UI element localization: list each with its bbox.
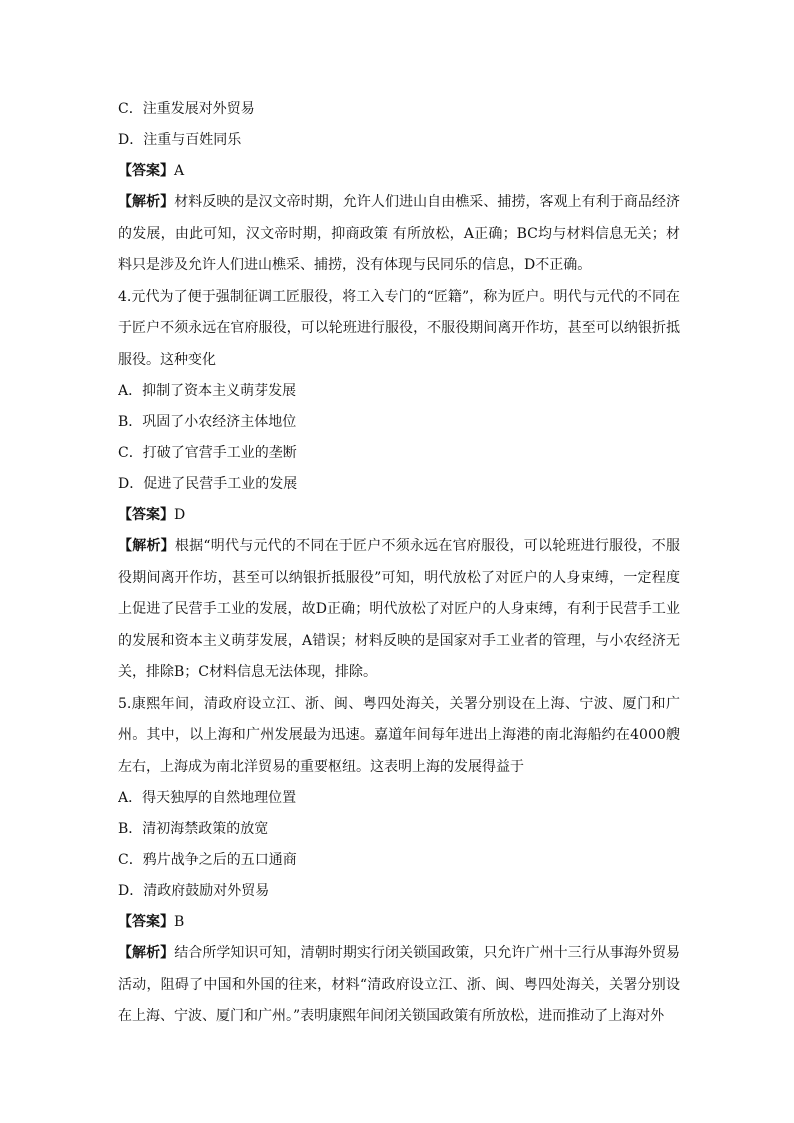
q3-analysis xyxy=(118,187,680,282)
analysis-tag: 【解析】 xyxy=(118,538,175,554)
q4-option-a: A．抑制了资本主义萌芽发展 xyxy=(118,383,297,399)
answer-tag: 【答案】 xyxy=(118,507,174,523)
answer-tag: 【答案】 xyxy=(118,163,174,179)
answer-value: D xyxy=(174,507,186,523)
analysis-text: 材料反映的是汉文帝时期，允许人们进山自由樵采、捕捞，客观上有利于商品经济的发展，由此可知，汉文帝时期，抑商政策 有所放松，A正确；BC均与材料信息无关；材料只是涉及允许人们进山樵采、捕捞，没有体现与民同乐的信息，D不正确。 xyxy=(118,194,681,273)
analysis-text: 结合所学知识可知，清朝时期实行闭关锁国政策，只允许广州十三行从事海外贸易活动，阻碍了中国和外国的往来，材料“清政府设立江、浙、闽、粤四处海关，关署分别设在上海、宁波、厦门和广州。”表明康熙年间闭关锁国政策有所放松，进而推动了上海对外 xyxy=(118,945,681,1024)
q5-option-d: D．清政府鼓励对外贸易 xyxy=(118,883,270,899)
q5-option-b: B．清初海禁政策的放宽 xyxy=(118,821,269,837)
q4-option-c: C．打破了官营手工业的垄断 xyxy=(118,445,297,461)
q4-option-d: D．促进了民营手工业的发展 xyxy=(118,476,298,492)
answer-tag: 【答案】 xyxy=(118,914,174,930)
answer-value: B xyxy=(174,914,185,930)
q3-option-d: D．注重与百姓同乐 xyxy=(118,132,242,148)
q3-option-c: C．注重发展对外贸易 xyxy=(118,101,255,117)
analysis-text: 根据“明代与元代的不同在于匠户不须永远在官府服役，可以轮班进行服役，不服役期间离开作坊，甚至可以纳银折抵服役”可知，明代放松了对匠户的人身束缚，一定程度上促进了民营手工业的发展，故D正确；明代放松了对匠户的人身束缚，有利于民营手工业的发展和资本主义萌芽发展，A错误；材料反映的是国家对手工业者的管理，与小农经济无关，排除B；C材料信息无法体现，排除。 xyxy=(118,538,681,680)
q4-analysis xyxy=(118,531,680,689)
q4-option-b: B．巩固了小农经济主体地位 xyxy=(118,414,297,430)
q5-analysis xyxy=(118,938,680,1033)
q5-option-c: C．鸦片战争之后的五口通商 xyxy=(118,852,297,868)
analysis-tag: 【解析】 xyxy=(118,194,175,210)
q3-answer xyxy=(118,156,680,187)
q5-stem: 5.康熙年间，清政府设立江、浙、闽、粤四处海关，关署分别设在上海、宁波、厦门和广州。其中，以上海和广州发展最为迅速。嘉道年间每年进出上海港的南北海船约在4000艘左右，上海成为南北洋贸易的重要枢纽。这表明上海的发展得益于 xyxy=(118,695,680,775)
q5-answer xyxy=(118,907,680,938)
q5-option-a: A．得天独厚的自然地理位置 xyxy=(118,790,297,806)
q4-stem: 4.元代为了便于强制征调工匠服役，将工入专门的“匠籍”，称为匠户。明代与元代的不同在于匠户不须永远在官府服役，可以轮班进行服役，不服役期间离开作坊，甚至可以纳银折抵服役。这种变化 xyxy=(118,288,680,368)
document-page xyxy=(118,94,680,1033)
q4-answer xyxy=(118,500,680,531)
analysis-tag: 【解析】 xyxy=(118,945,175,961)
answer-value: A xyxy=(174,163,185,179)
